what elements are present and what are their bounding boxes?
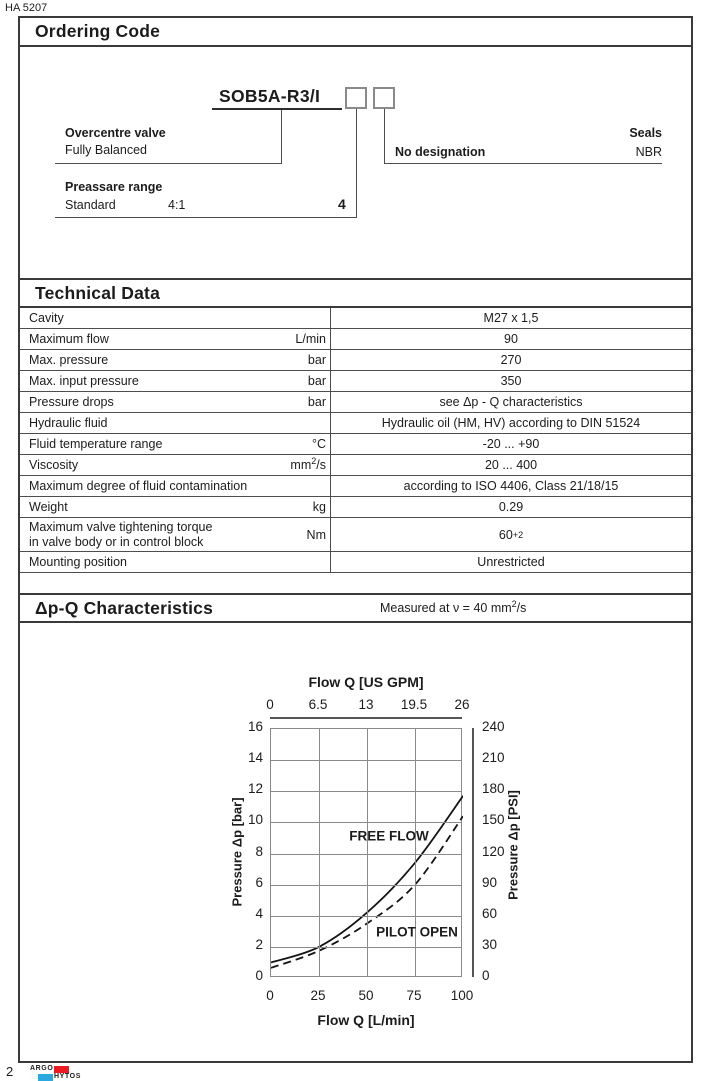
- chart-curves: [271, 729, 463, 978]
- seals-label: Seals: [629, 126, 662, 140]
- grid-line: [415, 729, 416, 976]
- tick-label: 2: [255, 936, 263, 952]
- tick-label: 10: [247, 812, 263, 828]
- connector-line: [384, 163, 662, 164]
- tick-label: 25: [310, 988, 326, 1003]
- connector-line: [281, 110, 282, 163]
- bottom-axis-title: Flow Q [L/min]: [317, 1012, 415, 1028]
- row-label: Pressure drops: [29, 395, 114, 409]
- tick-label: 180: [482, 781, 505, 797]
- page-number: 2: [6, 1064, 14, 1079]
- tick-label: 90: [482, 874, 498, 890]
- tick-label: 13: [358, 697, 374, 712]
- table-row: [20, 455, 691, 476]
- connector-line: [55, 217, 357, 218]
- tick-label: 120: [482, 843, 505, 859]
- code-box-1: [345, 87, 367, 109]
- table-row: [20, 518, 691, 552]
- tick-label: 240: [482, 719, 505, 734]
- tick-label: 50: [358, 988, 374, 1003]
- table-row: [20, 350, 691, 371]
- tick-label: 30: [482, 936, 498, 952]
- section-header-dpq-characteristics: [20, 593, 691, 623]
- row-value: Hydraulic oil (HM, HV) according to DIN 51524: [381, 416, 641, 430]
- row-label: Maximum degree of fluid contamination: [29, 479, 248, 493]
- right-axis-title: Pressure Δp [PSI]: [505, 790, 521, 900]
- overcentre-valve-label: Overcentre valve: [65, 126, 166, 140]
- connector-line: [356, 109, 357, 217]
- table-row: [20, 413, 691, 434]
- row-unit: bar: [307, 374, 326, 388]
- row-label: Fluid temperature range: [29, 437, 163, 451]
- section-header-technical-data: [20, 278, 691, 308]
- tick-label: 8: [255, 843, 263, 859]
- tick-label: 210: [482, 750, 505, 766]
- pressure-range-code-digit: 4: [338, 196, 346, 212]
- pressure-range-standard: Standard: [65, 198, 116, 212]
- table-row: [20, 392, 691, 413]
- document-code: HA 5207: [5, 2, 48, 14]
- grid-line: [271, 916, 461, 917]
- pressure-range-ratio: 4:1: [168, 198, 186, 212]
- grid-line: [367, 729, 368, 976]
- logo-text-argo: ARGO: [30, 1065, 54, 1072]
- tick-label: 14: [247, 750, 263, 766]
- table-row: [20, 371, 691, 392]
- row-value: -20 ... +90: [482, 437, 540, 451]
- argo-hytos-logo: [30, 1065, 81, 1081]
- grid-line: [271, 885, 461, 886]
- table-row: [20, 329, 691, 350]
- left-axis-title: Pressure Δp [bar]: [229, 797, 245, 907]
- row-value: 270: [500, 353, 522, 367]
- row-label: Weight: [29, 500, 68, 514]
- table-row: [20, 434, 691, 455]
- tick-label: 6: [255, 874, 263, 890]
- row-value: M27 x 1,5: [483, 311, 539, 325]
- top-axis-title: Flow Q [US GPM]: [308, 674, 424, 690]
- row-unit: Nm: [306, 527, 326, 542]
- table-row: [20, 308, 691, 329]
- fully-balanced-label: Fully Balanced: [65, 143, 147, 157]
- row-label: Cavity: [29, 311, 64, 325]
- row-value: 60 +2: [498, 527, 524, 542]
- grid-line: [319, 729, 320, 976]
- dpq-characteristics-title: Δp-Q Characteristics: [35, 598, 214, 618]
- grid-line: [271, 854, 461, 855]
- row-unit: kg: [312, 500, 326, 514]
- row-unit: bar: [307, 353, 326, 367]
- row-label: Maximum valve tightening torque in valve body or in control block: [29, 519, 213, 549]
- row-value: according to ISO 4406, Class 21/18/15: [403, 479, 619, 493]
- row-unit: $mm^2/s$: [290, 455, 326, 472]
- row-value: Unrestricted: [477, 555, 545, 569]
- top-axis-line: [270, 717, 462, 719]
- tick-label: 0: [255, 968, 263, 983]
- table-row: [20, 552, 691, 573]
- measured-at-note: Measured at ν = 40 $mm^2/s$: [380, 598, 527, 615]
- row-value: see Δp - Q characteristics: [439, 395, 583, 409]
- table-row: [20, 497, 691, 518]
- connector-line: [384, 109, 385, 163]
- free-flow-label: FREE FLOW: [349, 828, 429, 844]
- pilot-open-curve: [271, 816, 463, 968]
- tick-label: 75: [406, 988, 422, 1003]
- tick-label: 60: [482, 905, 498, 921]
- row-label: Max. input pressure: [29, 374, 139, 388]
- code-box-2: [373, 87, 395, 109]
- row-label: Mounting position: [29, 555, 127, 569]
- row-label: Viscosity: [29, 458, 79, 472]
- free-flow-curve: [271, 796, 463, 963]
- no-designation-label: No designation: [395, 145, 486, 159]
- pilot-open-label: PILOT OPEN: [376, 924, 458, 940]
- tick-label: 0: [482, 968, 490, 983]
- technical-data-title: Technical Data: [35, 283, 161, 303]
- tick-label: 150: [482, 812, 505, 828]
- logo-red-block: [54, 1066, 69, 1073]
- row-unit: °C: [311, 437, 326, 451]
- tick-label: 4: [255, 905, 263, 921]
- connector-line: [55, 163, 282, 164]
- grid-line: [271, 760, 461, 761]
- tick-label: 0: [266, 697, 274, 712]
- row-label: Max. pressure: [29, 353, 109, 367]
- grid-line: [271, 822, 461, 823]
- tick-label: 0: [266, 988, 274, 1003]
- grid-line: [271, 947, 461, 948]
- row-value: 0.29: [498, 500, 524, 514]
- chart-plot: [270, 728, 462, 977]
- ordering-code-text: SOB5A-R3/I: [212, 86, 342, 110]
- row-value: 20 ... 400: [484, 458, 538, 472]
- tick-label: 100: [450, 988, 474, 1003]
- row-label: Maximum flow: [29, 332, 109, 346]
- tick-label: 6.5: [308, 697, 328, 712]
- row-label: Hydraulic fluid: [29, 416, 108, 430]
- row-unit: bar: [307, 395, 326, 409]
- ordering-code-title: Ordering Code: [35, 21, 161, 41]
- pressure-range-label: Preassare range: [65, 180, 163, 194]
- grid-line: [271, 791, 461, 792]
- row-unit: L/min: [295, 332, 326, 346]
- tick-label: 26: [454, 697, 470, 712]
- page-border-box: [18, 16, 693, 1063]
- logo-text-hytos: HYTOS: [54, 1073, 81, 1080]
- row-value: 350: [500, 374, 522, 388]
- tick-label: 16: [247, 719, 263, 734]
- technical-table: [20, 308, 691, 573]
- tick-label: 12: [247, 781, 263, 797]
- logo-blue-block: [38, 1074, 53, 1081]
- row-value: 90: [504, 332, 518, 346]
- section-header-ordering-code: [20, 18, 691, 47]
- seals-value: NBR: [635, 145, 662, 159]
- right-axis-line: [472, 728, 474, 977]
- tick-label: 19.5: [400, 697, 428, 712]
- table-row: [20, 476, 691, 497]
